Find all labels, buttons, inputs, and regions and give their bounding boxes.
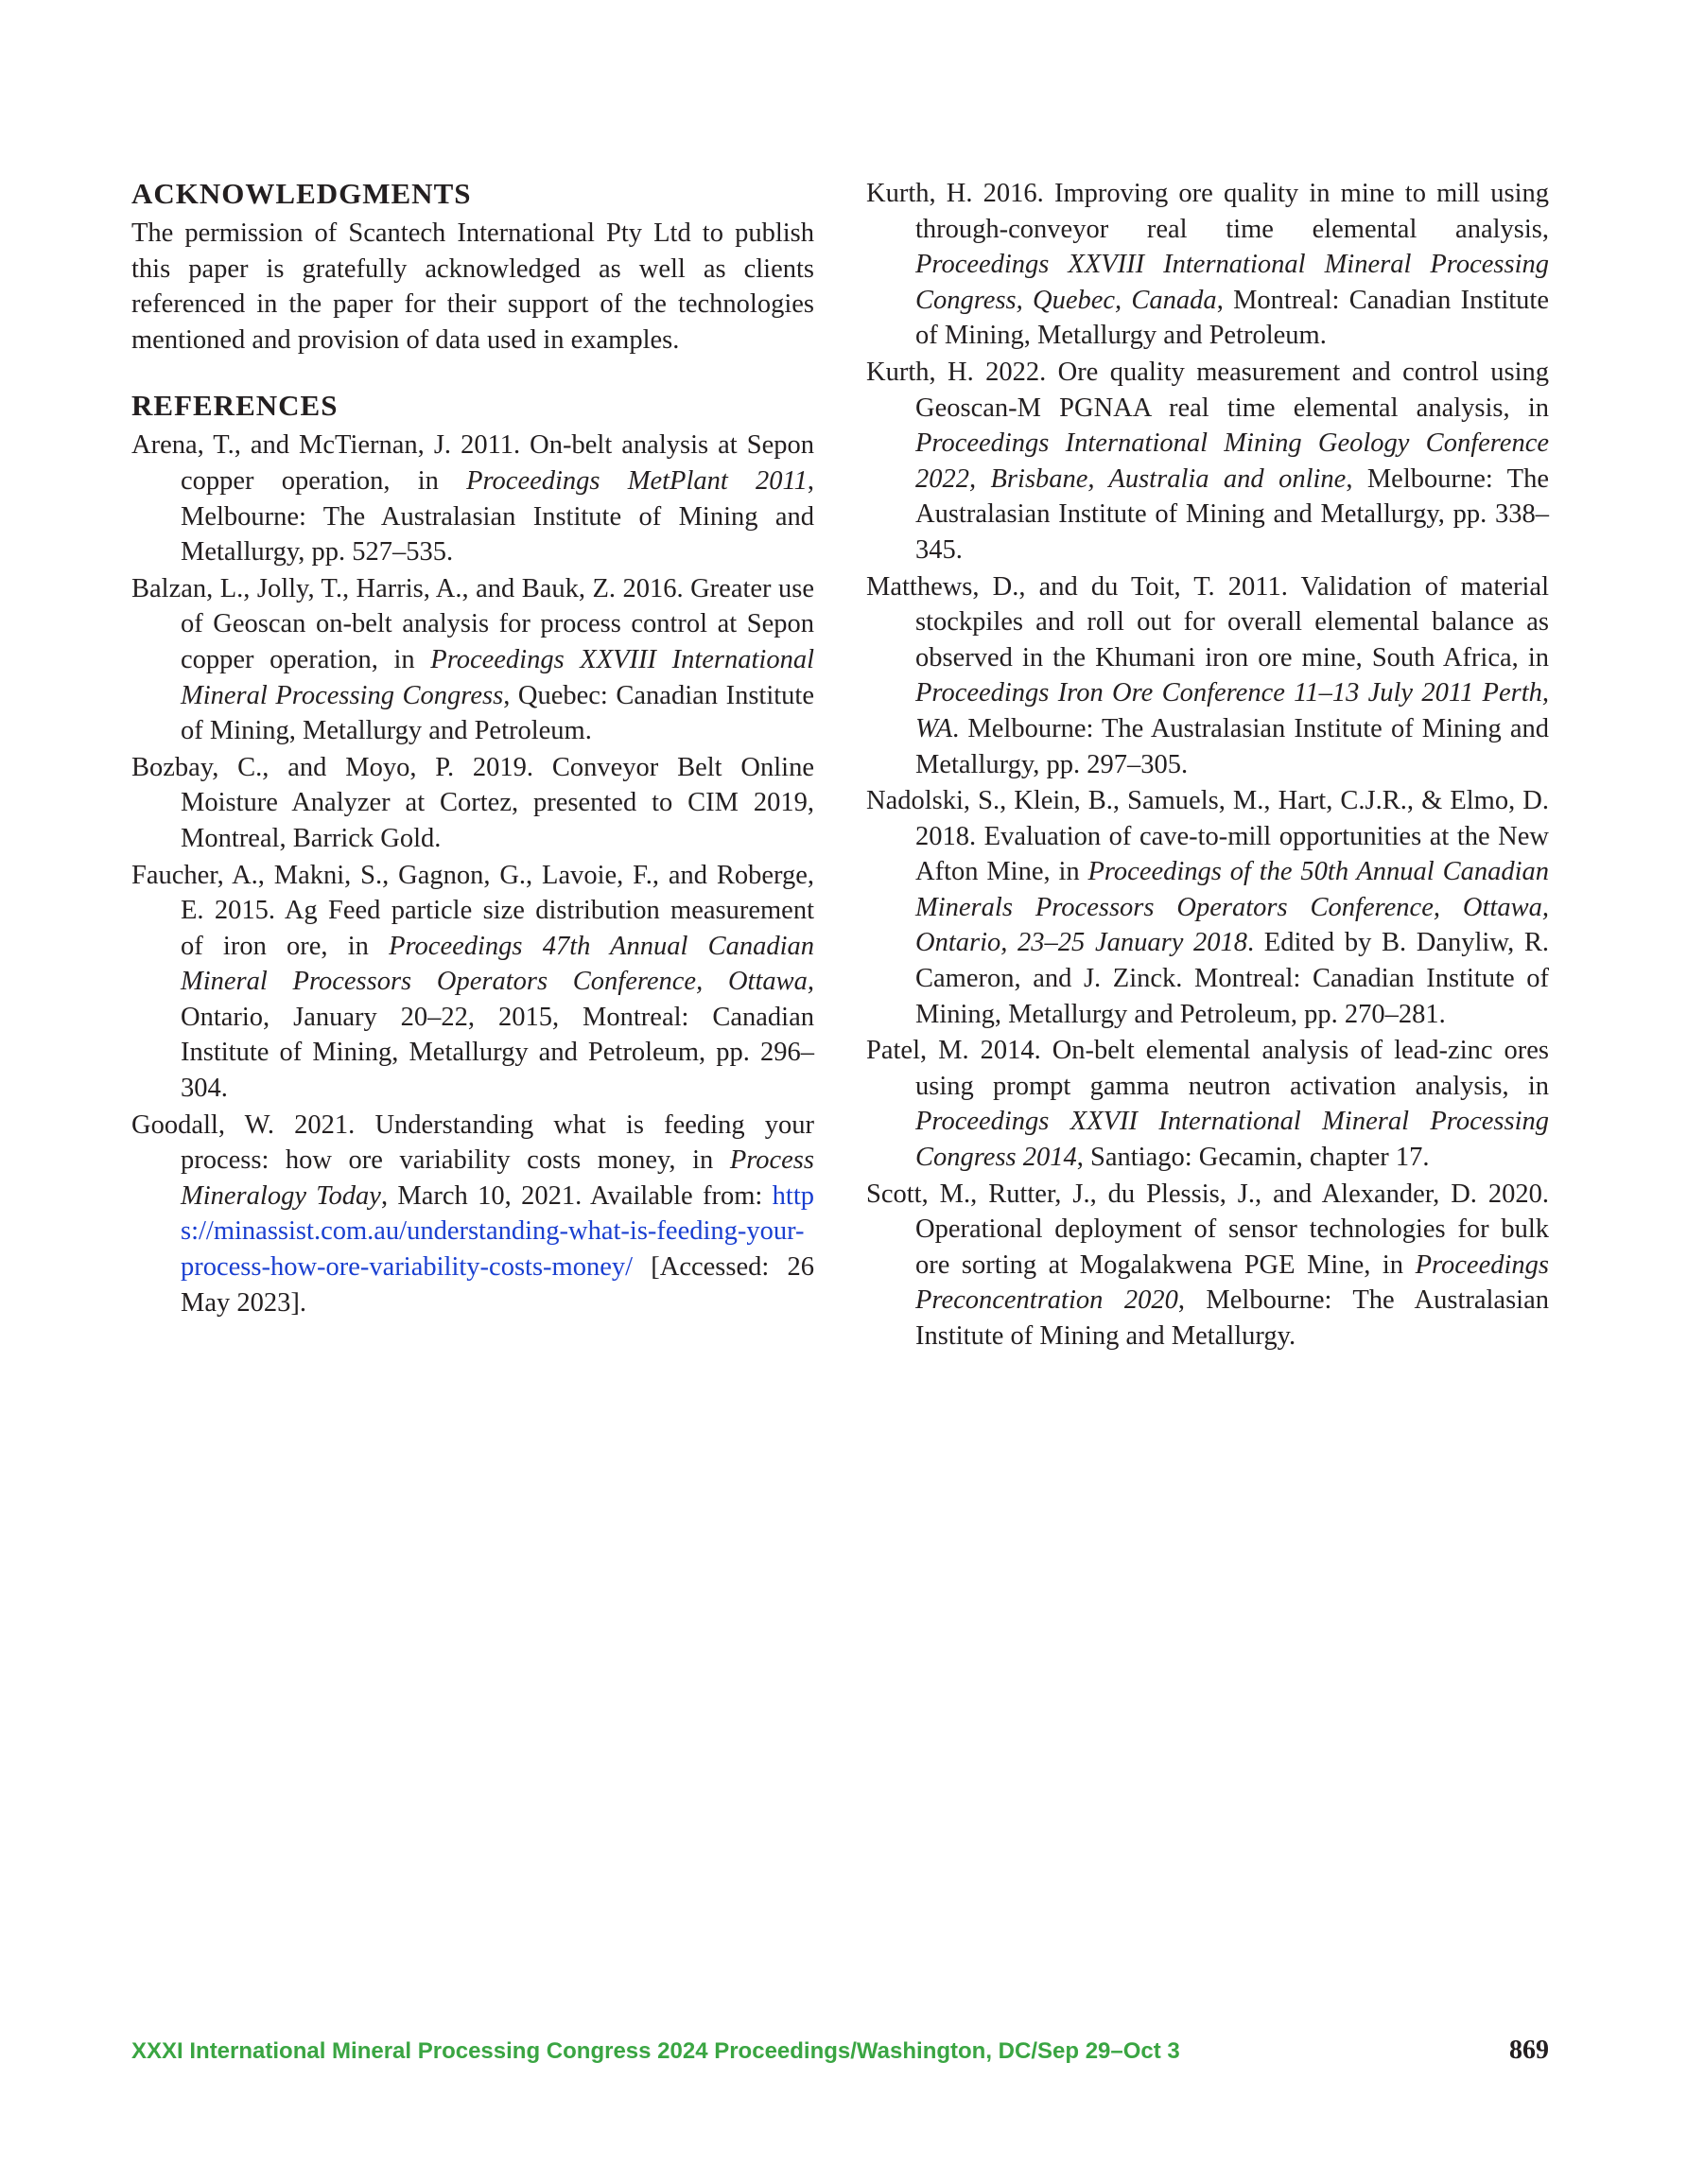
reference-entry: Matthews, D., and du Toit, T. 2011. Validation of material stockpiles and roll out for overall elemental balance as observed in the Khumani iron ore mine, South Africa, in Proceedings Iron Ore Conference 11–13 July 2011 Perth, WA. Melbourne: The Australasian Institute of Mining and Metallurgy, pp. 297–305. [866, 571, 1549, 779]
page-number: 869 [1509, 2035, 1549, 2065]
reference-entry: Bozbay, C., and Moyo, P. 2019. Conveyor Belt Online Moisture Analyzer at Cortez, presented to CIM 2019, Montreal, Barrick Gold. [131, 752, 814, 853]
reference-entry: Kurth, H. 2016. Improving ore quality in mine to mill using through-conveyor real time elemental analysis, Proceedings XXVIII International Mineral Processing Congress, Quebec, Canada, Montreal: Canadian Institute of Mining, Metallurgy and Petroleum. [866, 179, 1549, 351]
reference-entry: Goodall, W. 2021. Understanding what is feeding your process: how ore variability costs money, in Process Mineralogy Today, March 10, 2021. Available from: https://minassist.com.au/understanding-what-is-feeding-your-process-how-ore-variability-costs-money/ [Accessed: 26 May 2023]. [131, 1109, 815, 1318]
page-footer [131, 2035, 1549, 2066]
acknowledgments-text: The permission of Scantech International Pty Ltd to publish this paper is gratefully acknowledged as well as clients referenced in the paper for their support of the technologies mentioned and provision of data used in examples. [131, 218, 814, 355]
right-column [866, 176, 1549, 1355]
reference-link[interactable]: https://minassist.com.au/understanding-what-is-feeding-your-process-how-ore-variability-costs-money/ [181, 1180, 815, 1283]
reference-entry: Arena, T., and McTiernan, J. 2011. On-belt analysis at Sepon copper operation, in Proceedings MetPlant 2011, Melbourne: The Australasian Institute of Mining and Metallurgy, pp. 527–535. [131, 430, 814, 568]
left-column [131, 176, 814, 1321]
reference-entry: Faucher, A., Makni, S., Gagnon, G., Lavoie, F., and Roberge, E. 2015. Ag Feed particle size distribution measurement of iron ore, in Proceedings 47th Annual Canadian Mineral Processors Operators Conference, Ottawa, Ontario, January 20–22, 2015, Montreal: Canadian Institute of Mining, Metallurgy and Petroleum, pp. 296–304. [131, 860, 814, 1104]
reference-entry: Balzan, L., Jolly, T., Harris, A., and Bauk, Z. 2016. Greater use of Geoscan on-belt analysis for process control at Sepon copper operation, in Proceedings XXVIII International Mineral Processing Congress, Quebec: Canadian Institute of Mining, Metallurgy and Petroleum. [131, 573, 814, 746]
reference-entry: Kurth, H. 2022. Ore quality measurement and control using Geoscan-M PGNAA real time elemental analysis, in Proceedings International Mining Geology Conference 2022, Brisbane, Australia and online, Melbourne: The Australasian Institute of Mining and Metallurgy, pp. 338–345. [866, 357, 1549, 565]
reference-entry: Patel, M. 2014. On-belt elemental analysis of lead-zinc ores using prompt gamma neutron activation analysis, in Proceedings XXVII International Mineral Processing Congress 2014, Santiago: Gecamin, chapter 17. [866, 1036, 1549, 1173]
acknowledgments-heading: ACKNOWLEDGMENTS [131, 177, 472, 210]
references-heading: REFERENCES [131, 389, 339, 423]
reference-entry: Scott, M., Rutter, J., du Plessis, J., and Alexander, D. 2020. Operational deployment of sensor technologies for bulk ore sorting at Mogalakwena PGE Mine, in Proceedings Preconcentration 2020, Melbourne: The Australasian Institute of Mining and Metallurgy. [866, 1179, 1549, 1351]
reference-entry: Nadolski, S., Klein, B., Samuels, M., Hart, C.J.R., & Elmo, D. 2018. Evaluation of cave-to-mill opportunities at the New Afton Mine, in Proceedings of the 50th Annual Canadian Minerals Processors Operators Conference, Ottawa, Ontario, 23–25 January 2018. Edited by B. Danyliw, R. Cameron, and J. Zinck. Montreal: Canadian Institute of Mining, Metallurgy and Petroleum, pp. 270–281. [866, 786, 1549, 1029]
footer-conference-text: XXXI International Mineral Processing Congress 2024 Proceedings/Washington, DC/Sep 29–Oct 3 [131, 2038, 1180, 2064]
references-list-right [866, 176, 1549, 1354]
references-list-left [131, 428, 814, 1320]
